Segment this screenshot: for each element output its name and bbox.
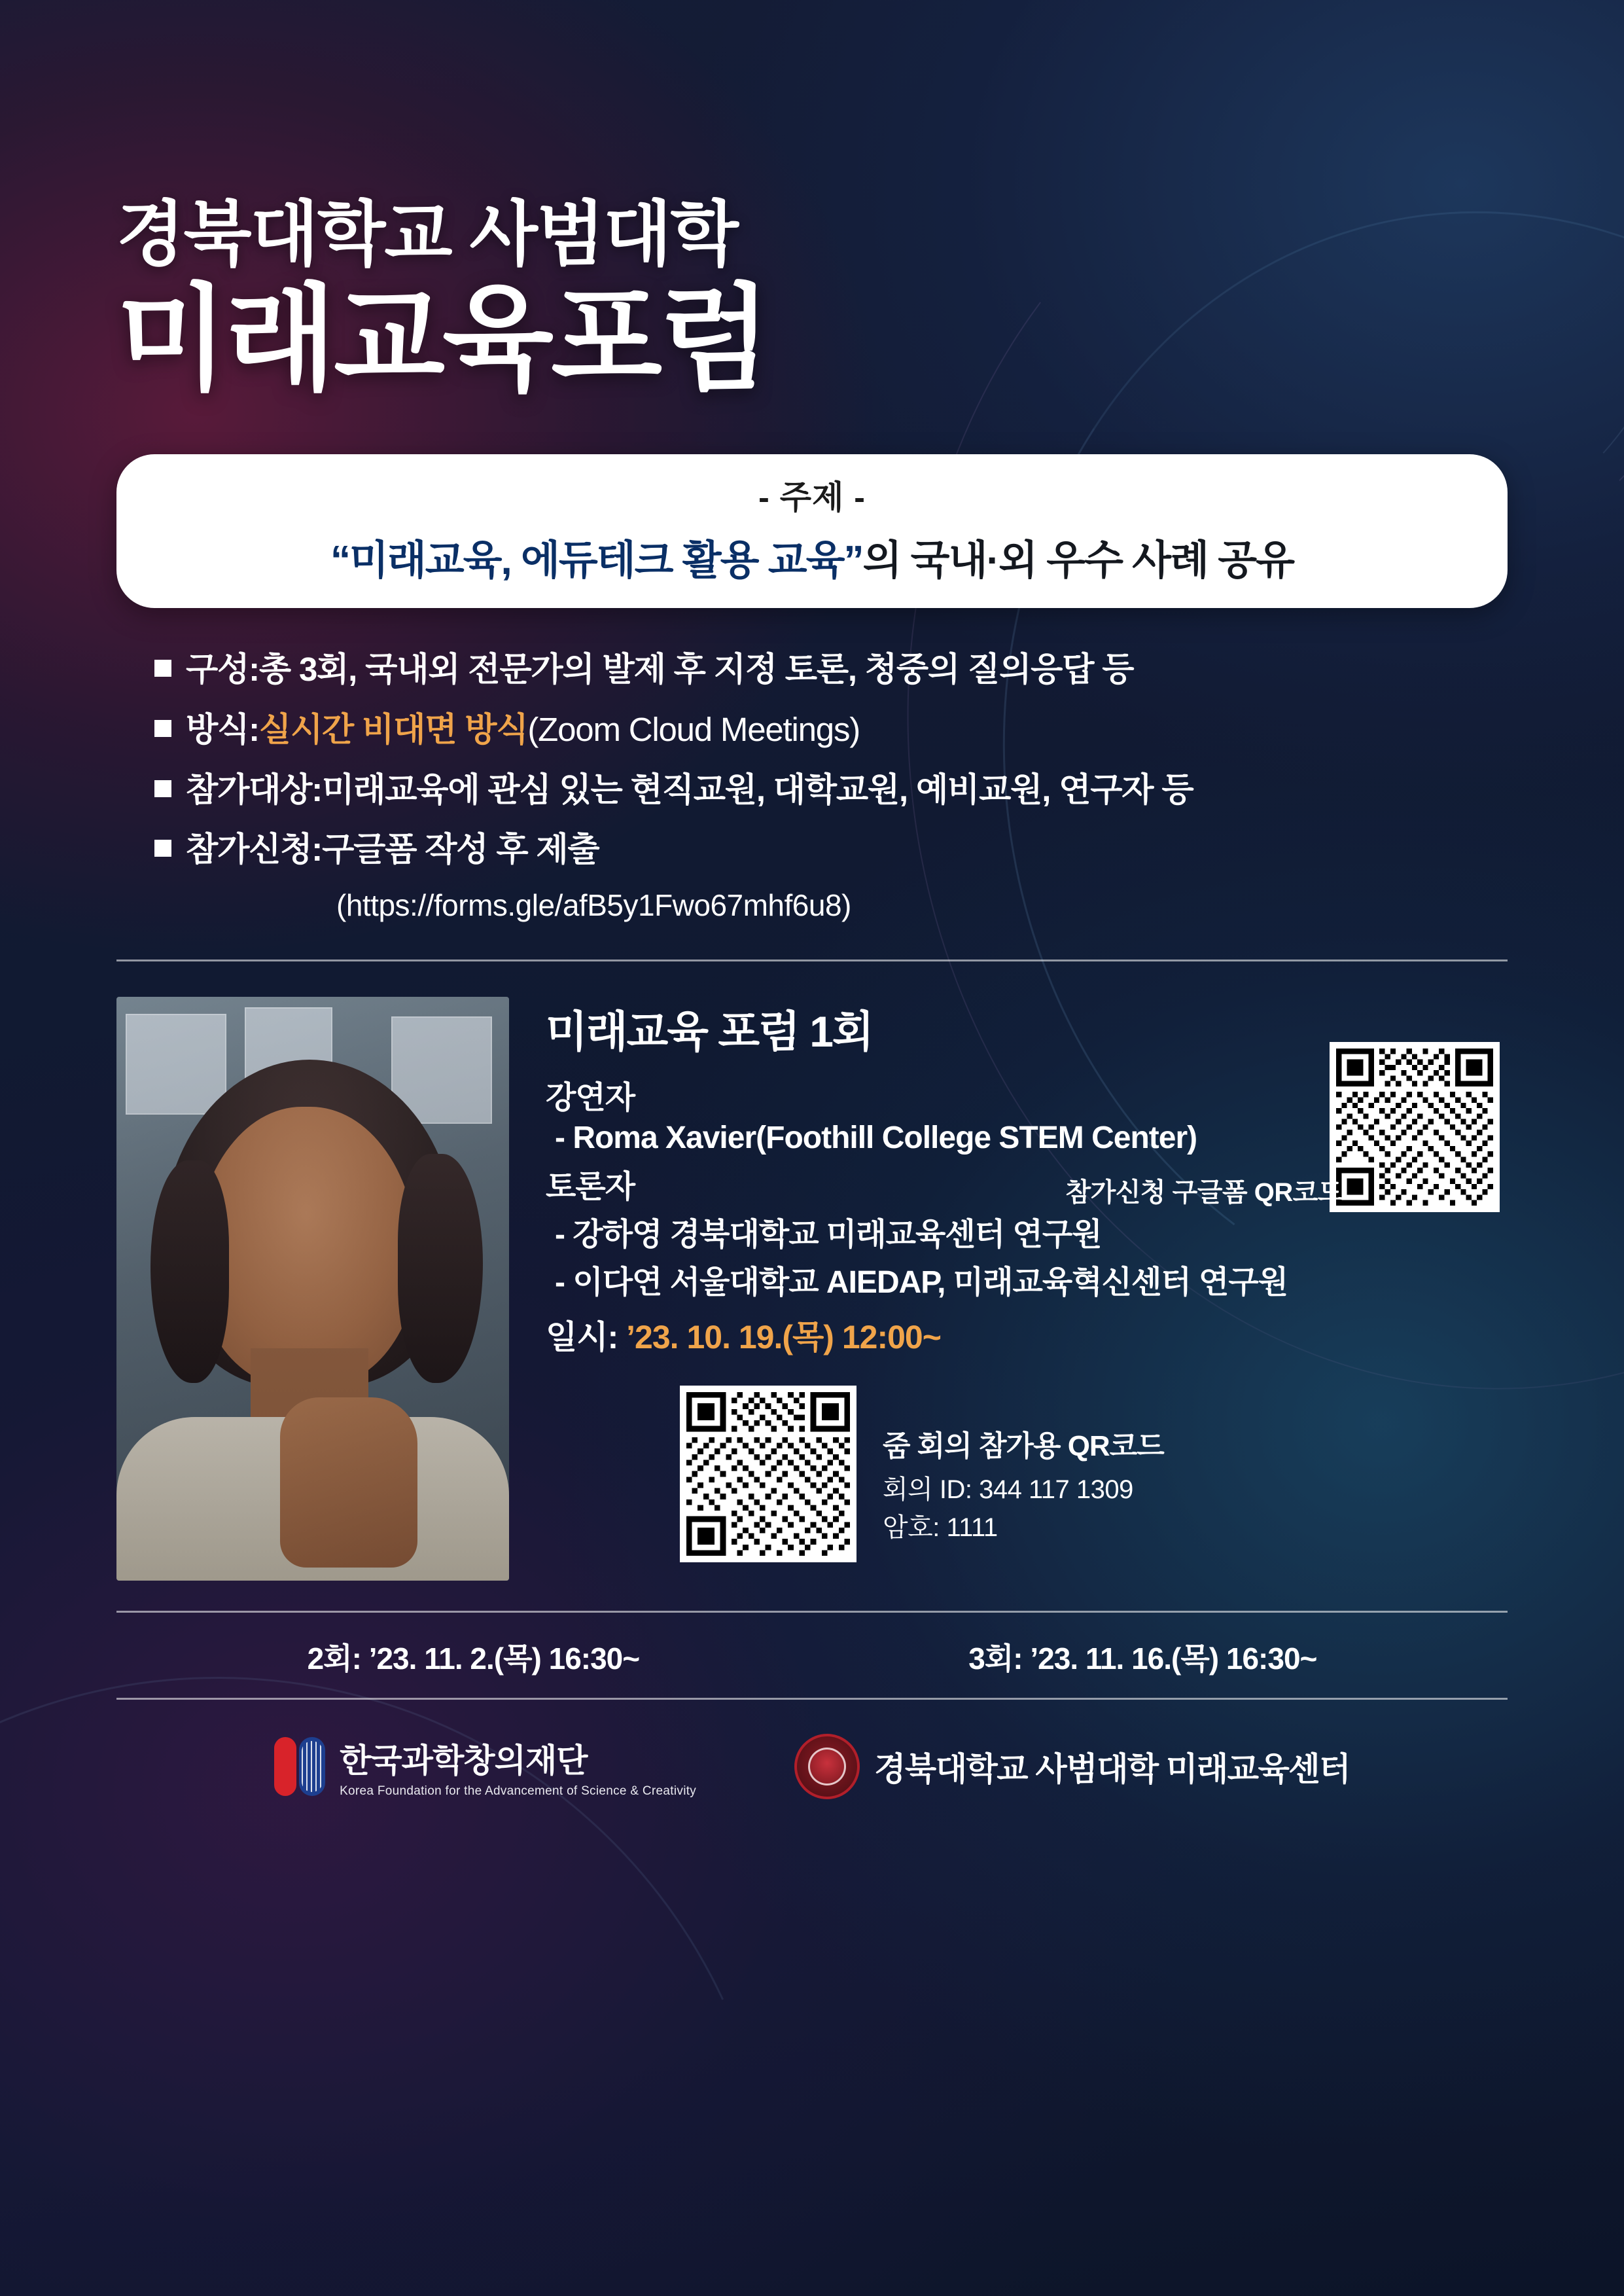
datetime-label: 일시: xyxy=(546,1319,618,1356)
kofac-red-bar xyxy=(274,1737,296,1796)
knu-seal-inner xyxy=(808,1748,846,1785)
discussant-2: - 이다연 서울대학교 AIEDAP, 미래교육혁신센터 연구원 xyxy=(555,1265,1288,1300)
zoom-meeting-id: 회의 ID: 344 117 1309 xyxy=(883,1475,1133,1505)
square-bullet-icon xyxy=(154,720,171,737)
zoom-details xyxy=(883,1386,1164,1547)
zoom-qr-block xyxy=(546,1386,1508,1562)
info-row-audience xyxy=(154,769,1508,811)
theme-banner xyxy=(116,454,1508,608)
qr-svg xyxy=(1336,1049,1493,1206)
info-value: 총 3회, 국내외 전문가의 발제 후 지정 토론, 청중의 질의응답 등 xyxy=(258,651,1134,689)
photo-overlay xyxy=(116,997,509,1581)
kofac-mark-icon xyxy=(274,1737,325,1796)
session-1-datetime xyxy=(546,1311,1508,1358)
info-row-method xyxy=(154,709,1508,751)
info-key: 참가신청: xyxy=(186,831,323,869)
kofac-name-ko: 한국과학창의재단 xyxy=(340,1742,588,1780)
theme-text xyxy=(143,528,1481,586)
divider xyxy=(116,960,1508,961)
registration-form-url[interactable]: (https://forms.gle/afB5y1Fwo67mhf6u8) xyxy=(336,888,851,923)
registration-qr-block xyxy=(1330,1042,1500,1215)
zoom-qr-code[interactable] xyxy=(680,1386,856,1562)
knu-seal-icon xyxy=(794,1734,860,1799)
info-value: 미래교육에 관심 있는 현직교원, 대학교원, 예비교원, 연구자 등 xyxy=(322,770,1193,808)
zoom-qr-caption: 줌 회의 참가용 QR코드 xyxy=(883,1430,1164,1463)
speaker-name: - Roma Xavier(Foothill College STEM Center) xyxy=(555,1121,1197,1156)
info-key: 구성: xyxy=(186,651,259,689)
info-row-registration xyxy=(154,829,1508,870)
kofac-blue-bar xyxy=(299,1737,325,1796)
info-value: 구글폼 작성 후 제출 xyxy=(322,831,599,869)
info-list xyxy=(116,649,1508,923)
info-value-plain: (Zoom Cloud Meetings) xyxy=(527,710,860,748)
registration-qr-code[interactable] xyxy=(1330,1042,1500,1212)
square-bullet-icon xyxy=(154,780,171,797)
datetime-value: ’23. 10. 19.(목) 12:00~ xyxy=(618,1319,941,1356)
discussant-1: - 강하영 경북대학교 미래교육센터 연구원 xyxy=(555,1217,1102,1253)
page-title: 미래교육포럼 xyxy=(116,275,769,404)
info-row-composition xyxy=(154,649,1508,691)
other-sessions xyxy=(116,1613,1508,1698)
title-block xyxy=(116,0,1508,403)
registration-qr-caption: 참가신청 구글폼 QR코드 xyxy=(1065,1178,1343,1207)
speaker-photo xyxy=(116,997,509,1581)
knu-logo xyxy=(794,1734,1350,1799)
session-2-datetime: 2회: ’23. 11. 2.(목) 16:30~ xyxy=(307,1641,640,1676)
square-bullet-icon xyxy=(154,660,171,677)
session-3-datetime: 3회: ’23. 11. 16.(목) 16:30~ xyxy=(968,1641,1317,1676)
theme-label: - 주제 - xyxy=(758,479,866,516)
kofac-logo-text xyxy=(340,1734,696,1799)
knu-logo-text: 경북대학교 사범대학 미래교육센터 xyxy=(874,1751,1350,1788)
square-bullet-icon xyxy=(154,840,171,857)
qr-svg xyxy=(686,1392,850,1556)
theme-rest: 의 국내·외 우수 사례 공유 xyxy=(862,538,1294,584)
session-1-block xyxy=(116,997,1508,1581)
info-key: 방식: xyxy=(186,710,259,748)
discussant-label: 토론자 xyxy=(546,1170,635,1205)
info-value-accent: 실시간 비대면 방식 xyxy=(258,710,528,748)
poster-subtitle: 경북대학교 사범대학 xyxy=(116,194,737,274)
session-1-title: 미래교육 포럼 1회 xyxy=(546,1007,873,1056)
zoom-password: 암호: 1111 xyxy=(883,1513,998,1543)
info-key: 참가대상: xyxy=(186,770,323,808)
speaker-label: 강연자 xyxy=(546,1081,635,1116)
kofac-name-en: Korea Foundation for the Advancement of Science & Creativity xyxy=(340,1784,697,1799)
kofac-logo xyxy=(274,1734,696,1799)
footer-logos xyxy=(116,1700,1508,1839)
theme-quoted: “미래교육, 에듀테크 활용 교육” xyxy=(330,538,863,584)
